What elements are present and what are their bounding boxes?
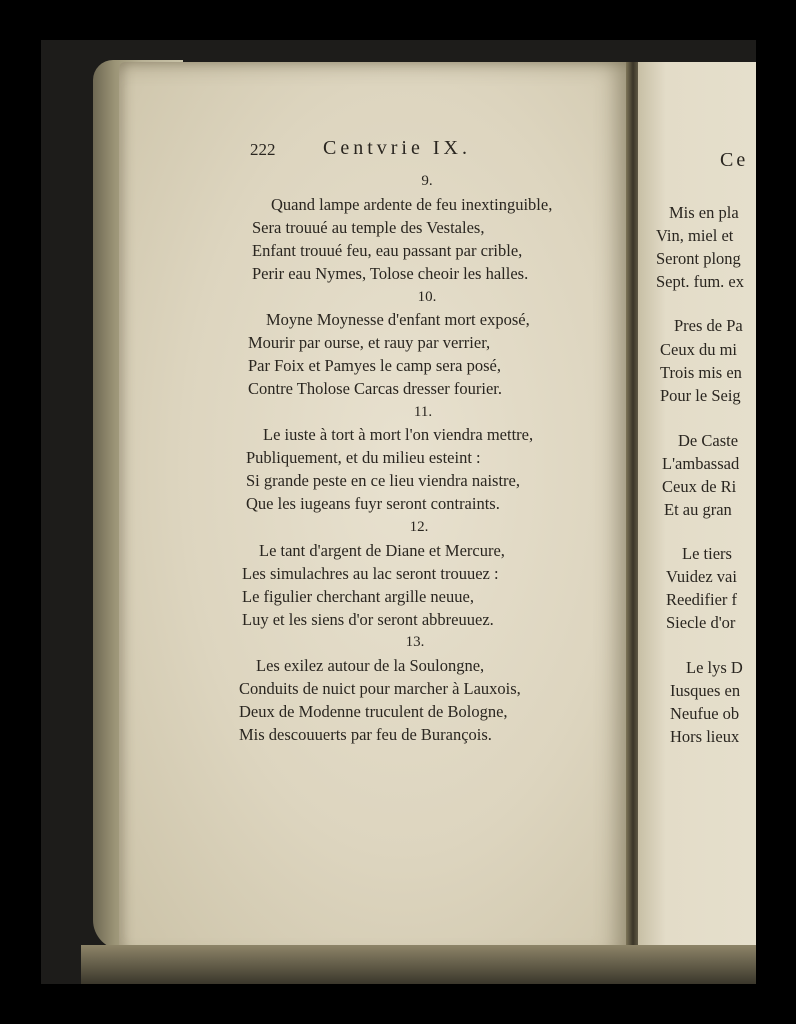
verse-line: Deux de Modenne truculent de Bologne, — [239, 702, 508, 721]
verse-line: Sera trouué au temple des Vestales, — [252, 218, 485, 237]
verse-line: Perir eau Nymes, Tolose cheoir les halles. — [252, 264, 529, 283]
running-head: Centvrie IX. — [323, 137, 471, 159]
right-line: Le lys D — [686, 658, 743, 677]
verse-line: Mis descouuerts par feu de Burançois. — [239, 725, 492, 744]
verse-line: Mourir par ourse, et rauy par verrier, — [248, 333, 491, 352]
verse-line: Luy et les siens d'or seront abbreuuez. — [242, 610, 494, 629]
right-line: Et au gran — [664, 500, 732, 519]
verse-line: Conduits de nuict pour marcher à Lauxois, — [239, 679, 521, 698]
verse-line: Publiquement, et du milieu esteint : — [246, 448, 481, 467]
right-line: Ceux du mi — [660, 340, 737, 359]
verse-line: Moyne Moynesse d'enfant mort exposé, — [266, 310, 530, 329]
verse-line: Si grande peste en ce lieu viendra naistre, — [246, 471, 520, 490]
verse-line: Quand lampe ardente de feu inextinguible, — [271, 195, 553, 214]
right-line: Vuidez vai — [666, 567, 737, 586]
right-line: Ceux de Ri — [662, 477, 737, 496]
right-line: Siecle d'or — [666, 613, 736, 632]
right-line: Mis en pla — [669, 203, 739, 222]
right-line: De Caste — [678, 431, 739, 450]
right-line: Vin, miel et — [656, 226, 734, 245]
verse-line: Les simulachres au lac seront trouuez : — [242, 564, 499, 583]
stanza-number: 10. — [417, 289, 437, 305]
right-page-text — [640, 40, 756, 984]
right-line: Trois mis en — [660, 363, 742, 382]
right-line: Iusques en — [670, 681, 741, 700]
verse-line: Par Foix et Pamyes le camp sera posé, — [248, 356, 501, 375]
right-line: Neufue ob — [670, 704, 740, 723]
stanza-number: 9. — [421, 173, 433, 189]
right-line: Le tiers — [682, 544, 732, 563]
right-line: Pres de Pa — [674, 316, 743, 335]
verse-line: Le iuste à tort à mort l'on viendra mettre, — [263, 425, 534, 444]
right-line: Reedifier f — [666, 590, 738, 609]
right-line: Sept. fum. ex — [656, 272, 744, 291]
verse-line: Contre Tholose Carcas dresser fourier. — [248, 379, 502, 398]
right-line: Pour le Seig — [660, 386, 741, 405]
stanza-number: 11. — [413, 404, 433, 420]
right-line: Hors lieux — [670, 727, 740, 746]
verse-line: Les exilez autour de la Soulongne, — [256, 656, 485, 675]
right-line: Seront plong — [656, 249, 741, 268]
stanza-number: 12. — [409, 519, 429, 535]
verse-line: Enfant trouué feu, eau passant par crible, — [252, 241, 523, 260]
stanza-number: 13. — [405, 634, 425, 650]
verse-line: Que les iugeans fuyr seront contraints. — [246, 494, 500, 513]
page-number: 222 — [250, 140, 276, 159]
verse-line: Le tant d'argent de Diane et Mercure, — [259, 541, 505, 560]
right-running-head: Ce — [720, 149, 749, 171]
right-line: L'ambassad — [662, 454, 740, 473]
verse-line: Le figulier cherchant argille neuue, — [242, 587, 474, 606]
